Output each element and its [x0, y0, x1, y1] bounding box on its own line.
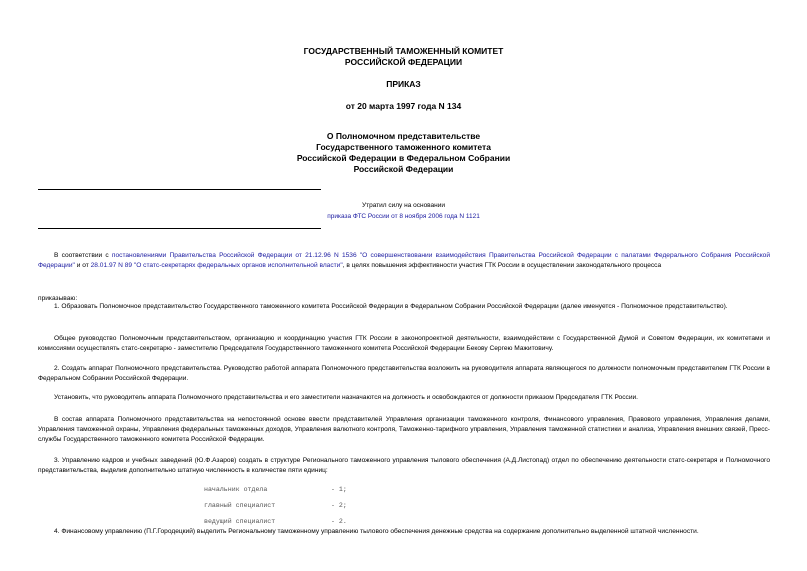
doc-title-line3: Российской Федерации в Федеральном Собрании	[296, 153, 511, 163]
lost-force-link-line	[0, 211, 807, 222]
paragraph-2b: Установить, что руководитель аппарата Полномочного представительства и его заместители назначаются на должность и освобождаются от должности приказом Председателя ГТК России.	[54, 394, 639, 401]
staff-count: - 1;	[331, 486, 347, 493]
org-name-line2: РОССИЙСКОЙ ФЕДЕРАЦИИ	[344, 57, 463, 67]
staff-position: начальник отдела	[204, 486, 268, 493]
separator-top	[38, 189, 321, 190]
staff-count: - 2;	[331, 502, 347, 509]
preamble-prefix: В соответствии с	[54, 252, 112, 259]
org-name-line1: ГОСУДАРСТВЕННЫЙ ТАМОЖЕННЫЙ КОМИТЕТ	[303, 46, 504, 56]
staff-position: ведущий специалист	[204, 518, 276, 525]
order-word: приказываю:	[38, 295, 78, 302]
paragraph-3: 3. Управлению кадров и учебных заведений (Ю.Ф.Азаров) создать в структуре Регионального таможенного управления тылового обеспечения (А.Д.Листопад) отдел по обеспечению деятельности статс-секретаря и Полномочного представительства, выделив дополнительно штатную численность в количестве пяти единиц:	[38, 457, 770, 474]
preamble-link-decree-1536[interactable]: постановлениями Правительства Российской Федерации от 21.12.96 N 1536 "О совершенствовании взаимодействия Правительства Российской Федерации с палатами Федерального Собрания Российской Федерации"	[38, 252, 770, 269]
lost-force-note: Утратил силу на основании	[361, 202, 446, 209]
preamble-paragraph	[38, 251, 770, 271]
paragraph-1: 1. Образовать Полномочное представительство Государственного таможенного комитета Российской Федерации в Федеральном Собрании Российской Федерации (далее именуется - Полномочное представительство).	[54, 303, 728, 310]
preamble-link-decree-89[interactable]: 28.01.97 N 89 "О статс-секретарях федеральных органов исполнительной власти"	[90, 262, 343, 269]
paragraph-2c: В состав аппарата Полномочного представительства на непостоянной основе ввести представителей Управления организации таможенного контроля, Финансового управления, Правового управления, Управления делами, Управления таможенной охраны, Управления федеральных таможенных доходов, Управления валютного контроля, Таможенно-тарифного управления, Управления таможенной статистики и анализа, Управления внешних связей, Пресс-службы Государственного таможенного комитета Российской Федерации.	[38, 416, 770, 443]
lost-force-link[interactable]: приказа ФТС России от 8 ноября 2006 года N 1121	[327, 213, 480, 220]
preamble-suffix: , в целях повышения эффективности участия ГТК России в осуществлении законодательного процесса	[342, 262, 662, 269]
staff-count: - 2.	[331, 518, 347, 525]
doc-date-number: от 20 марта 1997 года N 134	[345, 101, 462, 111]
separator-bottom	[38, 228, 321, 229]
doc-type: ПРИКАЗ	[386, 79, 421, 89]
doc-title-line2: Государственного таможенного комитета	[316, 142, 491, 152]
paragraph-2: 2. Создать аппарат Полномочного представительства. Руководство работой аппарата Полномочного представительства возложить на руководителя аппарата являющегося по должности полномочным представителем ГТК России в Федеральном Собрании Российской Федерации.	[38, 365, 770, 382]
paragraph-4: 4. Финансовому управлению (П.Г.Городецкий) выделить Региональному таможенному управлению тылового обеспечения денежные средства на содержание дополнительно выделенной штатной численности.	[54, 528, 699, 535]
doc-title-line4: Российской Федерации	[353, 164, 454, 174]
paragraph-1b: Общее руководство Полномочным представительством, организацию и координацию участия ГТК России в законопроектной деятельности, взаимодействии с Государственной Думой и Советом Федерации, их комитетами и комиссиями осуществлять статс-секретарю - заместителю Председателя Государственного таможенного комитета Российской Федерации Бекову Сергею Мажитовичу.	[38, 335, 770, 352]
preamble-mid: и от	[74, 262, 91, 269]
doc-title-line1: О Полномочном представительстве	[326, 131, 481, 141]
staff-position: главный специалист	[204, 502, 276, 509]
